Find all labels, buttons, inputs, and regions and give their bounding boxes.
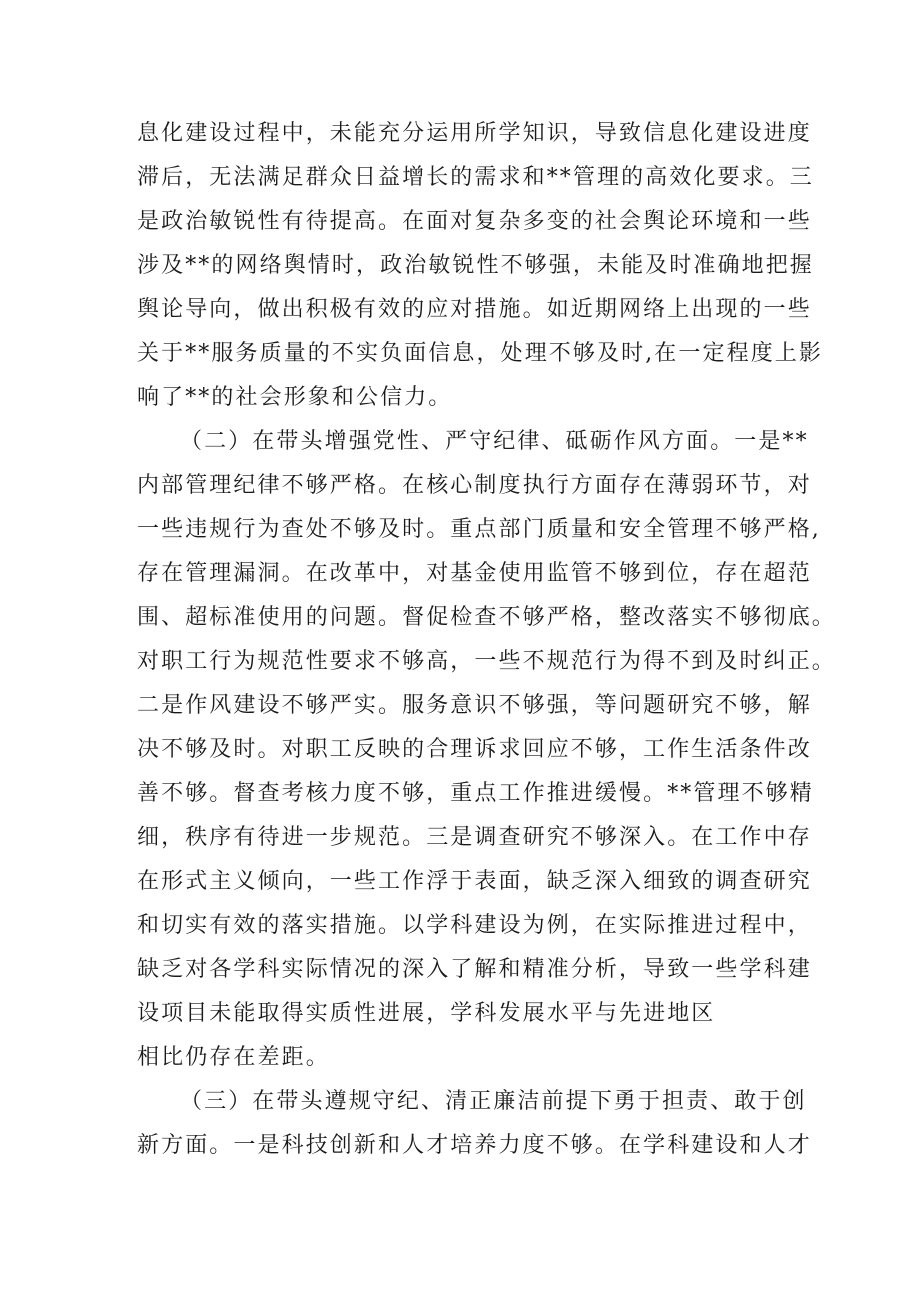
- text-line: 一些违规行为查处不够及时。重点部门质量和安全管理不够严格,: [137, 517, 821, 542]
- text-line: 涉及**的网络舆情时，政治敏锐性不够强，未能及时准确地把握: [137, 253, 814, 278]
- section-heading-3: （三）在带头遵规守纪、清正廉洁前提下勇于担责、敢于创: [180, 1089, 807, 1114]
- text-line: 缺乏对各学科实际情况的深入了解和精准分析，导致一些学科建: [137, 957, 812, 982]
- text-line: 在形式主义倾向，一些工作浮于表面，缺乏深入细致的调查研究: [137, 869, 812, 894]
- text-line: 相比仍存在差距。: [137, 1045, 330, 1070]
- text-line: 二是作风建设不够严实。服务意识不够强，等问题研究不够，解: [137, 693, 812, 718]
- text-line: 是政治敏锐性有待提高。在面对复杂多变的社会舆论环境和一些: [137, 209, 812, 234]
- text-line: 内部管理纪律不够严格。在核心制度执行方面存在薄弱环节，对: [137, 473, 812, 498]
- text-line: 舆论导向，做出积极有效的应对措施。如近期网络上出现的一些: [137, 297, 812, 322]
- text-line: 和切实有效的落实措施。以学科建设为例，在实际推进过程中，: [137, 913, 812, 938]
- text-line: 细，秩序有待进一步规范。三是调查研究不够深入。在工作中存: [137, 825, 812, 850]
- text-line: 滞后，无法满足群众日益增长的需求和**管理的高效化要求。三: [137, 165, 814, 190]
- text-line: 响了**的社会形象和公信力。: [137, 385, 453, 410]
- text-line: 关于**服务质量的不实负面信息，处理不够及时,在一定程度上影: [137, 341, 823, 366]
- text-line: 围、超标准使用的问题。督促检查不够严格，整改落实不够彻底。: [137, 605, 836, 630]
- section-heading-2: （二）在带头增强党性、严守纪律、砥砺作风方面。一是**: [180, 429, 809, 454]
- text-line: 新方面。一是科技创新和人才培养力度不够。在学科建设和人才: [137, 1133, 812, 1158]
- text-line: 对职工行为规范性要求不够高，一些不规范行为得不到及时纠正。: [137, 649, 836, 674]
- text-line: 决不够及时。对职工反映的合理诉求回应不够，工作生活条件改: [137, 737, 812, 762]
- text-line: 设项目未能取得实质性进展，学科发展水平与先进地区: [137, 1001, 716, 1026]
- text-line: 息化建设过程中，未能充分运用所学知识，导致信息化建设进度: [137, 121, 812, 146]
- text-line: 善不够。督查考核力度不够，重点工作推进缓慢。**管理不够精: [137, 781, 814, 806]
- text-line: 存在管理漏洞。在改革中，对基金使用监管不够到位，存在超范: [137, 561, 812, 586]
